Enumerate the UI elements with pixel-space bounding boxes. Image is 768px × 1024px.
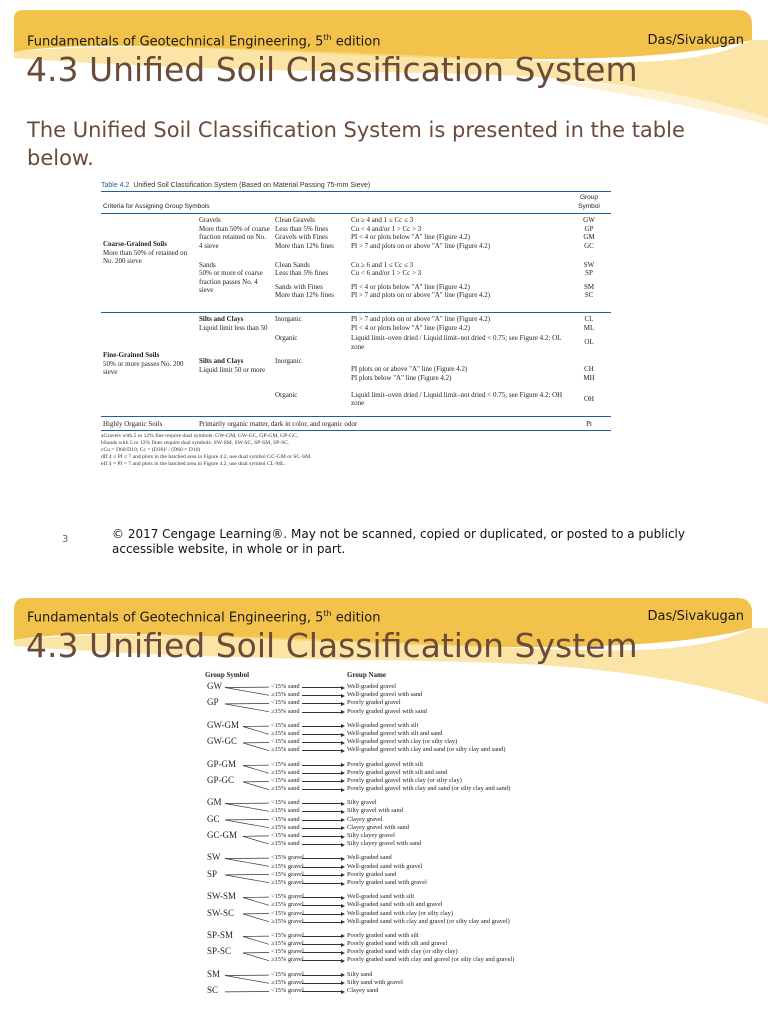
group-name: Silty clayey gravel xyxy=(347,832,395,839)
group-symbol: GW-GM xyxy=(207,719,239,730)
flowchart-row xyxy=(205,987,605,995)
table-row: Organic Liquid limit–oven dried / Liquid limit–not dried < 0.75; see Figure 4.2; OL zone OL xyxy=(275,334,594,351)
group-symbol: SP xyxy=(207,868,218,879)
fraction-condition: ≥15% sand xyxy=(271,729,300,737)
group-name: Poorly graded gravel xyxy=(347,699,401,707)
arrow-icon xyxy=(302,844,342,845)
column-group-symbol: Group Symbol xyxy=(205,671,250,679)
fraction-condition: <15% gravel xyxy=(271,909,304,917)
arrow-icon xyxy=(302,820,342,821)
flowchart-row xyxy=(205,863,605,871)
flowchart-row xyxy=(205,785,605,793)
flowchart-row xyxy=(205,940,605,948)
fraction-condition: ≥15% sand xyxy=(271,785,300,793)
group-name: Poorly graded gravel with silt and sand xyxy=(347,768,448,776)
slide-title: 4.3 Unified Soil Classification System xyxy=(26,626,638,665)
table-caption: Table 4.2 Unified Soil Classification System (Based on Material Passing 75-mm Sieve) xyxy=(101,182,611,192)
flowchart-row xyxy=(205,824,605,832)
arrow-icon xyxy=(302,836,342,837)
group-symbol: SW-SC xyxy=(207,907,235,918)
arrow-icon xyxy=(302,883,342,884)
flowchart-row xyxy=(205,730,605,738)
fraction-condition: <15% gravel xyxy=(271,931,304,939)
arrow-icon xyxy=(302,811,342,812)
arrow-icon xyxy=(302,922,342,923)
fraction-condition: ≥15% sand xyxy=(271,691,300,699)
flowchart-row xyxy=(205,813,605,824)
table-row: PI > 7 and plots on or above "A" line (Figure 4.2) SC xyxy=(351,291,594,300)
group-name: Well-graded sand with clay (or silty clay) xyxy=(347,909,453,917)
flowchart-row xyxy=(205,968,605,979)
fraction-condition: ≥15% sand xyxy=(271,807,300,815)
column-group-name: Group Name xyxy=(347,671,386,679)
flowchart-row xyxy=(205,956,605,964)
flowchart-row xyxy=(205,879,605,887)
flowchart-row xyxy=(205,719,605,730)
table-row: Cu < 4 and/or 1 > Cc > 3 GP xyxy=(351,224,594,233)
flowchart-group xyxy=(205,968,605,996)
group-name: Well-graded gravel with clay (or silty clay) xyxy=(347,738,458,746)
fraction-condition: ≥15% sand xyxy=(271,840,300,848)
flowchart-row xyxy=(205,799,605,807)
group-name: Clayey sand xyxy=(347,987,379,994)
arrow-icon xyxy=(302,897,342,898)
table-row: PI plots below "A" line (Figure 4.2) MH xyxy=(351,373,595,382)
group-name: Well-graded sand with silt and gravel xyxy=(347,901,443,909)
arrow-icon xyxy=(302,712,342,713)
table-row: Gravels with Fines More than 12% fines PI < 4 or plots below "A" line (Figure 4.2) GM xyxy=(275,233,595,250)
group-name: Well-graded gravel xyxy=(347,683,396,690)
flowchart-group xyxy=(205,799,605,848)
fraction-condition: ≥15% gravel xyxy=(271,862,304,870)
fraction-condition: <15% sand xyxy=(271,760,300,768)
arrow-icon xyxy=(302,991,342,992)
arrow-icon xyxy=(302,773,342,774)
table-row: Highly Organic Soils Primarily organic matter, dark in color, and organic odor Pt xyxy=(101,416,611,428)
arrow-icon xyxy=(302,687,342,688)
flowchart-row xyxy=(205,840,605,848)
flowchart-row xyxy=(205,774,605,785)
arrow-icon xyxy=(302,936,342,937)
arrow-icon xyxy=(302,867,342,868)
arrow-icon xyxy=(302,803,342,804)
arrow-icon xyxy=(302,703,342,704)
table-row: Sands 50% or more of coarse fraction passes No. 4 sieve Clean Sands Less than 5% fines Cu ≥ 6 and 1 ≤ Cc ≤ 3 SW xyxy=(199,260,595,295)
arrow-icon xyxy=(302,734,342,735)
group-name: Poorly graded gravel with sand xyxy=(347,707,427,715)
group-name: Well-graded gravel with silt and sand xyxy=(347,729,443,737)
group-name: Silty sand with gravel xyxy=(347,978,403,986)
fraction-condition: ≥15% gravel xyxy=(271,978,304,986)
group-name: Poorly graded sand with silt and gravel xyxy=(347,940,448,948)
table-row: Coarse-Grained Soils More than 50% of retained on No. 200 sieve Gravels More than 50% of coarse fraction retained on No. 4 sieve Clean Gravels Less than 5% fines Cu ≥ 4 and 1 ≤ Cc ≤ 3 GW xyxy=(103,216,595,266)
fraction-condition: <15% sand xyxy=(271,776,300,784)
arrow-icon xyxy=(302,875,342,876)
group-name: Poorly graded sand with gravel xyxy=(347,878,427,886)
fraction-condition: <15% gravel xyxy=(271,893,304,901)
group-name: Poorly graded sand xyxy=(347,870,397,878)
fraction-condition: <15% sand xyxy=(271,832,300,839)
fraction-condition: <15% sand xyxy=(271,738,300,746)
group-symbol: SW-SM xyxy=(207,891,237,902)
arrow-icon xyxy=(302,983,342,984)
fraction-condition: <15% gravel xyxy=(271,948,304,956)
flowchart-row xyxy=(205,832,605,840)
fraction-condition: ≥15% gravel xyxy=(271,917,304,925)
group-symbol: GP-GM xyxy=(207,758,237,769)
fraction-condition: ≥15% sand xyxy=(271,768,300,776)
group-name: Poorly graded gravel with clay and sand (or silty clay and sand) xyxy=(347,785,511,793)
group-symbol: SM xyxy=(207,968,221,979)
flowchart-group xyxy=(205,929,605,965)
fraction-condition: ≥15% gravel xyxy=(271,901,304,909)
flowchart-row xyxy=(205,746,605,754)
course-title: Fundamentals of Geotechnical Engineering, 5th edition xyxy=(27,609,381,626)
flowchart-row xyxy=(205,769,605,777)
table-row: Sands with Fines More than 12% fines PI < 4 or plots below "A" line (Figure 4.2) SM xyxy=(275,282,595,300)
fraction-condition: ≥15% gravel xyxy=(271,878,304,886)
copyright-notice: © 2017 Cengage Learning®. May not be scanned, copied or duplicated, or posted to a publicly accessible website, in whole or in part. xyxy=(112,527,685,556)
fraction-condition: ≥15% gravel xyxy=(271,940,304,948)
flowchart-group xyxy=(205,854,605,887)
flowchart-row xyxy=(205,893,605,901)
group-name: Well-graded sand with silt xyxy=(347,893,415,901)
flowchart-row xyxy=(205,907,605,918)
group-symbol: SP-SM xyxy=(207,929,234,940)
intro-text: The Unified Soil Classification System is presented in the table below. xyxy=(27,118,685,170)
flowchart-group xyxy=(205,893,605,926)
flowchart-row xyxy=(205,929,605,940)
table-row: Fine-Grained Soils 50% or more passes No. 200 sieve Silts and Clays Liquid limit less than 50 Inorganic PI > 7 and plots on or above "A" line (Figure 4.2) CL xyxy=(101,312,611,323)
group-name: Silty gravel xyxy=(347,799,377,807)
fraction-condition: <15% sand xyxy=(271,683,300,690)
flowchart-row xyxy=(205,691,605,699)
arrow-icon xyxy=(302,960,342,961)
flowchart-group xyxy=(205,683,605,716)
table-row: Organic Liquid limit–oven dried / Liquid limit–not dried < 0.75; see Figure 4.2; OH zone OH xyxy=(275,390,595,408)
group-name: Poorly graded gravel with clay (or silty clay) xyxy=(347,776,462,784)
table-row: Silts and Clays Liquid limit 50 or more Inorganic PI plots on or above "A" line (Figure 4.2) CH xyxy=(199,357,594,374)
group-name: Clayey gravel xyxy=(347,815,383,823)
fraction-condition: <15% gravel xyxy=(271,987,304,994)
flowchart-header xyxy=(205,671,605,683)
flowchart-row xyxy=(205,708,605,716)
flowchart-row xyxy=(205,738,605,746)
table-row: Cu < 6 and/or 1 > Cc > 3 SP xyxy=(351,269,593,278)
flowchart-row xyxy=(205,683,605,691)
group-name: Well-graded sand with gravel xyxy=(347,862,423,870)
flowchart-row xyxy=(205,948,605,956)
fraction-condition: <15% sand xyxy=(271,721,300,729)
arrow-icon xyxy=(302,858,342,859)
table-row: PI < 4 or plots below "A" line (Figure 4.2) ML xyxy=(351,323,595,332)
flowchart-row xyxy=(205,699,605,707)
group-symbol: GP xyxy=(207,697,219,708)
group-symbol: SC xyxy=(207,985,219,995)
group-symbol: SP-SC xyxy=(207,946,232,957)
table-header: Criteria for Assigning Group Symbols Group Symbol xyxy=(101,192,611,214)
group-name: Well-graded gravel with sand xyxy=(347,691,423,699)
group-name: Silty clayey gravel with sand xyxy=(347,840,422,848)
table-row: PI > 7 and plots on or above "A" line (Figure 4.2) GC xyxy=(351,241,594,250)
arrow-icon xyxy=(302,828,342,829)
fraction-condition: ≥15% sand xyxy=(271,746,300,754)
page-number: 3 xyxy=(62,534,69,545)
arrow-icon xyxy=(302,905,342,906)
flowchart-row xyxy=(205,807,605,815)
arrow-icon xyxy=(302,789,342,790)
fraction-condition: ≥15% sand xyxy=(271,823,300,831)
group-name: Well-graded gravel with silt xyxy=(347,721,419,729)
fraction-condition: <15% sand xyxy=(271,699,300,707)
fraction-condition: <15% sand xyxy=(271,799,300,807)
group-name: Poorly graded sand with clay and gravel (or silty clay and gravel) xyxy=(347,956,515,964)
flowchart-row xyxy=(205,758,605,769)
flowchart-row xyxy=(205,854,605,862)
course-title: Fundamentals of Geotechnical Engineering, 5th edition xyxy=(27,33,381,50)
group-symbol: GP-GC xyxy=(207,774,235,785)
arrow-icon xyxy=(302,750,342,751)
group-name: Poorly graded sand with clay (or silty clay) xyxy=(347,948,458,956)
arrow-icon xyxy=(302,944,342,945)
group-symbol: GM xyxy=(207,797,222,808)
group-name: Silty gravel with sand xyxy=(347,807,403,815)
uscs-table xyxy=(101,182,611,468)
slide-title: 4.3 Unified Soil Classification System xyxy=(26,50,638,89)
group-symbol: GW-GC xyxy=(207,736,237,747)
group-name: Well-graded sand xyxy=(347,854,392,862)
arrow-icon xyxy=(302,695,342,696)
arrow-icon xyxy=(302,781,342,782)
group-symbol: GW xyxy=(207,681,222,691)
group-name: Silty sand xyxy=(347,970,373,978)
group-name: Well-graded gravel with clay and sand (or silty clay and sand) xyxy=(347,746,506,754)
fraction-condition: <15% gravel xyxy=(271,970,304,978)
group-name: Poorly graded gravel with silt xyxy=(347,760,423,768)
fraction-condition: ≥15% sand xyxy=(271,707,300,715)
fraction-condition: ≥15% gravel xyxy=(271,956,304,964)
authors: Das/Sivakugan xyxy=(647,609,744,624)
authors: Das/Sivakugan xyxy=(647,33,744,48)
fraction-condition: <15% gravel xyxy=(271,870,304,878)
slide-2 xyxy=(0,592,768,1024)
group-name: Well-graded sand with clay and gravel (or silty clay and gravel) xyxy=(347,917,510,925)
arrow-icon xyxy=(302,952,342,953)
fraction-condition: <15% sand xyxy=(271,815,300,823)
arrow-icon xyxy=(302,975,342,976)
flowchart-group xyxy=(205,719,605,755)
group-name: Poorly graded sand with silt xyxy=(347,931,419,939)
group-symbol: GC-GM xyxy=(207,830,238,840)
flowchart-group xyxy=(205,758,605,794)
table-footnotes: aGravels with 5 to 12% fine require dual symbols: GW-GM, GW-GC, GP-GM, GP-GC. bSands with 5 to 12% fines require dual symbols: SW-SM, SW-SC, SP-SM, SP-SC. cCu = D60/D10; Cc = (D30)² / (D60 × D10) dIf 4 ≤ PI ≤ 7 and plots in the hatched area in Figure 4.2, use dual symbol GC-GM or SC-SM. eIf 4 = PI = 7 and plots in the hatched area in Figure 4.2, use dual symbol CL-ML. xyxy=(101,430,611,468)
arrow-icon xyxy=(302,765,342,766)
flowchart-row xyxy=(205,901,605,909)
flowchart-row xyxy=(205,918,605,926)
arrow-icon xyxy=(302,742,342,743)
flowchart-row xyxy=(205,979,605,987)
fraction-condition: <15% gravel xyxy=(271,854,304,862)
group-name: Clayey gravel with sand xyxy=(347,823,409,831)
flowchart-row xyxy=(205,868,605,879)
group-symbol: GC xyxy=(207,813,220,824)
group-symbol: SW xyxy=(207,852,221,863)
arrow-icon xyxy=(302,726,342,727)
arrow-icon xyxy=(302,914,342,915)
group-name-flowchart xyxy=(205,671,605,1001)
